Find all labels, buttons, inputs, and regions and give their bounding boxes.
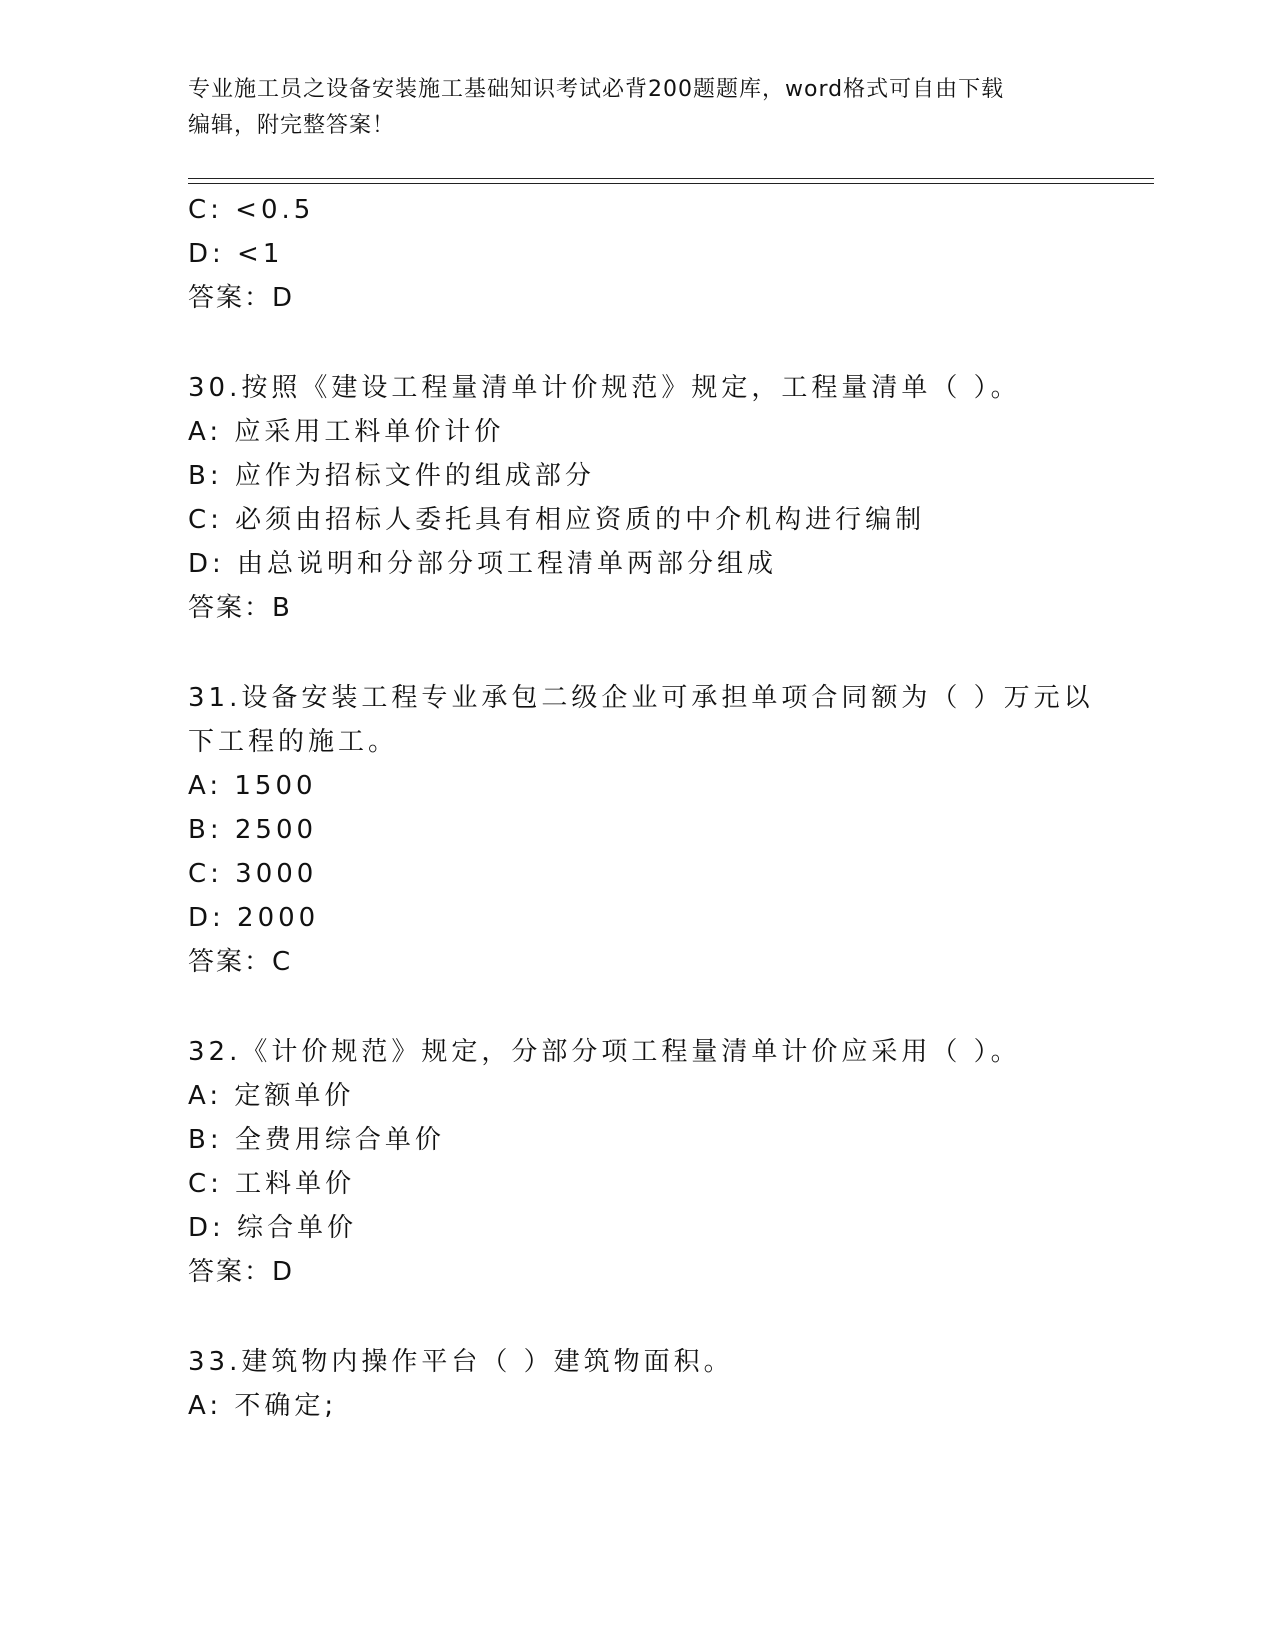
q31-stem-line2: 下工程的施工。 <box>188 727 399 757</box>
header-title-line2: 编辑，附完整答案！ <box>188 113 396 138</box>
q30-option-b: B: 应作为招标文件的组成部分 <box>188 461 595 491</box>
q30-option-d: D: 由总说明和分部分项工程清单两部分组成 <box>188 549 778 579</box>
document-header <box>188 72 1088 144</box>
q30-option-a: A: 应采用工料单价计价 <box>188 417 505 447</box>
prev-option-d: D: <1 <box>188 239 284 269</box>
q32-option-b: B: 全费用综合单价 <box>188 1125 445 1155</box>
q32-option-c: C: 工料单价 <box>188 1169 356 1199</box>
q30-answer: 答案：B <box>188 593 292 623</box>
q31-stem-line1: 31.设备安装工程专业承包二级企业可承担单项合同额为（ ）万元以 <box>188 683 1094 713</box>
q31-option-d: D: 2000 <box>188 903 320 933</box>
q33-stem: 33.建筑物内操作平台（ ）建筑物面积。 <box>188 1347 734 1377</box>
header-divider-bottom <box>188 183 1154 184</box>
q31-answer: 答案：C <box>188 947 293 977</box>
header-divider-top <box>188 178 1154 179</box>
q33-option-a: A: 不确定; <box>188 1391 338 1421</box>
q32-answer: 答案：D <box>188 1257 295 1287</box>
q30-stem: 30.按照《建设工程量清单计价规范》规定，工程量清单（ ）。 <box>188 373 1021 403</box>
prev-option-c: C: <0.5 <box>188 195 315 225</box>
q31-option-b: B: 2500 <box>188 815 318 845</box>
q32-option-d: D: 综合单价 <box>188 1213 358 1243</box>
q32-stem: 32.《计价规范》规定，分部分项工程量清单计价应采用（ ）。 <box>188 1037 1021 1067</box>
q30-option-c: C: 必须由招标人委托具有相应资质的中介机构进行编制 <box>188 505 926 535</box>
prev-answer: 答案：D <box>188 283 295 313</box>
header-title-line1: 专业施工员之设备安装施工基础知识考试必背200题题库，word格式可自由下载 <box>188 77 1005 102</box>
q31-option-c: C: 3000 <box>188 859 318 889</box>
q31-option-a: A: 1500 <box>188 771 317 801</box>
q32-option-a: A: 定额单价 <box>188 1081 355 1111</box>
